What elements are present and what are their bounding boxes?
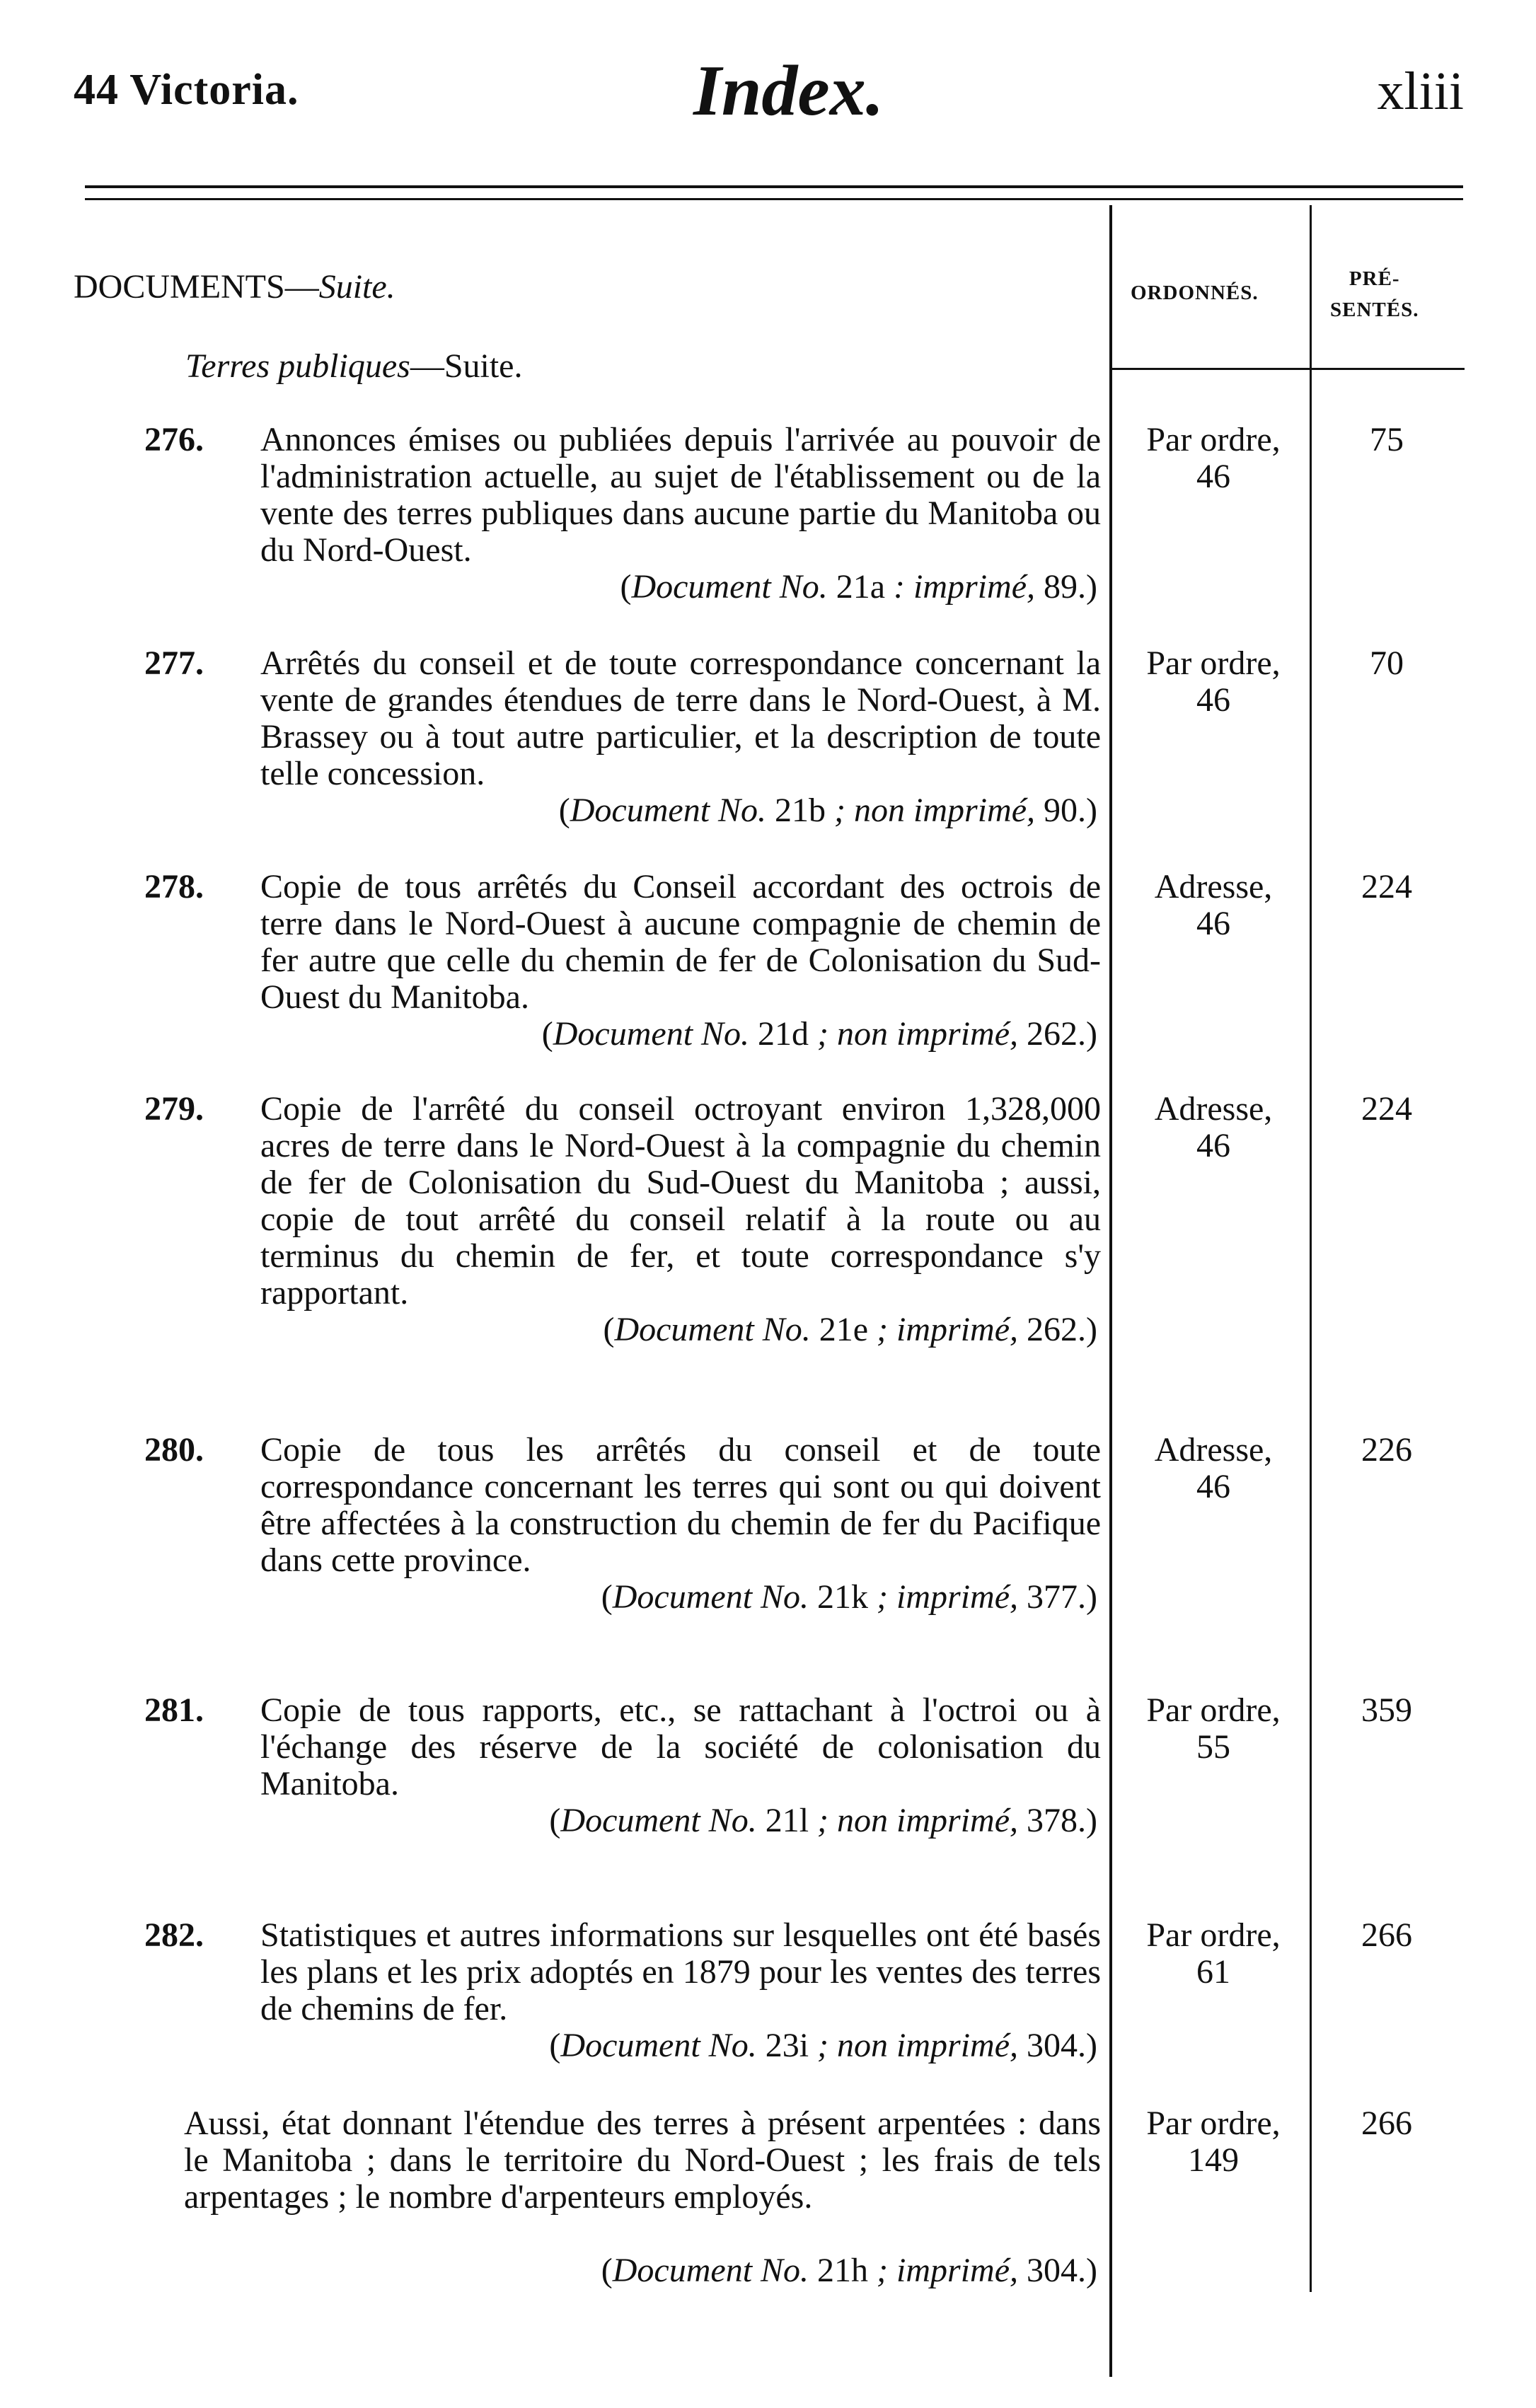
entry-presentes: 224: [1361, 1090, 1412, 1128]
ref-status: ; imprimé,: [877, 1578, 1019, 1616]
ref-paren: (: [558, 792, 570, 829]
ref-status: ; non imprimé,: [817, 2027, 1019, 2064]
ref-paren: (: [620, 568, 632, 606]
entry-ordonnes: [1125, 869, 1302, 942]
ref-document-number: 21d: [758, 1015, 809, 1053]
entry-ordonnes: [1125, 2105, 1302, 2179]
entry-presentes: 226: [1361, 1431, 1412, 1469]
section-title: DOCUMENTS—: [74, 268, 319, 306]
ordonnes-number: 61: [1196, 1953, 1230, 1991]
entry-document-reference: [601, 1579, 1097, 1616]
entry-ordonnes: [1125, 422, 1302, 495]
ordonnes-number: 55: [1196, 1728, 1230, 1766]
ref-document-number: 21b: [775, 792, 826, 829]
entry-description: Copie de tous les arrêtés du conseil et de toute correspondance concernant les terres qui sont ou qui doivent être affectées à la construction du chemin de fer du Pacifique dans cette province.: [260, 1431, 1101, 1579]
ordonnes-type: Adresse,: [1154, 1090, 1273, 1128]
entry-presentes: 266: [1361, 1916, 1412, 1954]
column-header-presentes: [1330, 263, 1419, 325]
entry-presentes: 70: [1370, 644, 1404, 682]
ref-paren: (: [549, 2027, 561, 2064]
ref-paren: (: [601, 2252, 613, 2289]
ref-status: ; imprimé,: [877, 1311, 1019, 1348]
entry-number: 281.: [144, 1691, 204, 1729]
ref-paren: (: [603, 1311, 615, 1348]
section-heading: [74, 267, 395, 306]
ref-page: 304.): [1027, 2027, 1097, 2064]
entry-document-reference: [549, 1802, 1097, 1839]
ref-document-number: 23i: [765, 2027, 809, 2064]
entry-document-reference: [559, 792, 1097, 829]
entry-document-reference: [603, 1312, 1097, 1348]
ref-paren: (: [601, 1578, 613, 1616]
ref-document-number: 21e: [819, 1311, 869, 1348]
ref-document-label: Document No.: [631, 568, 828, 606]
entry-document-reference: [620, 569, 1097, 606]
ref-status: ; non imprimé,: [817, 1802, 1019, 1839]
ordonnes-number: 46: [1196, 458, 1230, 495]
ref-page: 262.): [1027, 1311, 1097, 1348]
ref-status: ; non imprimé,: [817, 1015, 1019, 1053]
ordonnes-number: 46: [1196, 1468, 1230, 1505]
entry-ordonnes: [1125, 1692, 1302, 1766]
header-rule-top: [85, 185, 1463, 188]
entry-description: Statistiques et autres informations sur lesquelles ont été basés les plans et les prix adoptés en 1879 pour les ventes des terres de chemins de fer.: [260, 1916, 1101, 2027]
ref-document-number: 21h: [817, 2252, 869, 2289]
column-header-rule: [1112, 368, 1465, 370]
ref-document-number: 21a: [836, 568, 886, 606]
ordonnes-type: Par ordre,: [1146, 1916, 1281, 1954]
ref-page: 90.): [1044, 792, 1097, 829]
entry-description: Copie de tous arrêtés du Conseil accordant des octrois de terre dans le Nord-Ouest à aucune compagnie de chemin de fer autre que celle du chemin de fer de Colonisation du Sud-Ouest du Manitoba.: [260, 868, 1101, 1016]
page-title: Index.: [693, 51, 884, 131]
column-divider-left: [1109, 205, 1112, 2377]
ref-paren: (: [549, 1802, 561, 1839]
entry-number: 278.: [144, 868, 204, 905]
entry-number: 280.: [144, 1431, 204, 1469]
ref-page: 378.): [1027, 1802, 1097, 1839]
entry-description: Copie de l'arrêté du conseil octroyant environ 1,328,000 acres de terre dans le Nord-Ouest à la compagnie du chemin de fer de Colonisation du Sud-Ouest du Manitoba ; aussi, copie de tout arrêté du conseil relatif à la route ou au terminus du chemin de fer, et toute correspondance s'y rapportant.: [260, 1090, 1101, 1312]
ordonnes-number: 46: [1196, 1127, 1230, 1164]
ordonnes-number: 46: [1196, 905, 1230, 942]
subsection-heading: [185, 347, 522, 386]
entry-presentes: 266: [1361, 2105, 1412, 2142]
entry-description: Arrêtés du conseil et de toute correspondance concernant la vente de grandes étendues de terre dans le Nord-Ouest, à M. Brassey ou à tout autre particulier, et la description de toute telle concession.: [260, 644, 1101, 792]
ref-document-label: Document No.: [560, 1802, 757, 1839]
entry-description: Copie de tous rapports, etc., se rattachant à l'octroi ou à l'échange des réserve de la société de colonisation du Manitoba.: [260, 1691, 1101, 1802]
ref-document-label: Document No.: [614, 1311, 811, 1348]
entry-ordonnes: [1125, 1091, 1302, 1164]
ref-document-label: Document No.: [612, 1578, 809, 1616]
entry-ordonnes: [1125, 645, 1302, 719]
ref-document-label: Document No.: [570, 792, 767, 829]
ordonnes-type: Par ordre,: [1146, 421, 1281, 458]
ref-page: 89.): [1044, 568, 1097, 606]
page-number: xliii: [1377, 62, 1464, 121]
entry-number: 279.: [144, 1090, 204, 1128]
entry-presentes: 224: [1361, 868, 1412, 905]
ref-document-number: 21l: [765, 1802, 809, 1839]
ref-page: 262.): [1027, 1015, 1097, 1053]
section-title-suite: Suite.: [318, 268, 395, 306]
entry-number: 276.: [144, 421, 204, 458]
entry-ordonnes: [1125, 1432, 1302, 1505]
entry-description: Aussi, état donnant l'étendue des terres à présent arpentées : dans le Manitoba ; dans le territoire du Nord-Ouest ; les frais de tels arpentages ; le nombre d'arpenteurs employés.: [184, 2105, 1101, 2216]
entry-presentes: 359: [1361, 1691, 1412, 1729]
ref-document-label: Document No.: [612, 2252, 809, 2289]
column-header-ordonnes: ORDONNÉS.: [1131, 282, 1259, 304]
ref-status: : imprimé,: [894, 568, 1036, 606]
subsection-suite: —Suite.: [410, 347, 523, 385]
entry-document-reference: [549, 2027, 1097, 2064]
ref-page: 304.): [1027, 2252, 1097, 2289]
subsection-title: Terres publiques: [185, 347, 410, 385]
ordonnes-type: Adresse,: [1154, 868, 1273, 905]
entry-document-reference: [601, 2252, 1097, 2289]
ref-status: ; non imprimé,: [834, 792, 1036, 829]
entry-presentes: 75: [1370, 421, 1404, 458]
ref-page: 377.): [1027, 1578, 1097, 1616]
entry-description: Annonces émises ou publiées depuis l'arrivée au pouvoir de l'administration actuelle, au sujet de l'établissement ou de la vente des terres publiques dans aucune partie du Manitoba ou du Nord-Ouest.: [260, 421, 1101, 569]
ref-document-label: Document No.: [553, 1015, 750, 1053]
ref-status: ; imprimé,: [877, 2252, 1019, 2289]
column-header-presentes-line1: PRÉ-: [1349, 267, 1400, 290]
header-rule-bottom: [85, 198, 1463, 200]
header-volume: 44 Victoria.: [74, 66, 299, 114]
ref-paren: (: [541, 1015, 553, 1053]
ordonnes-type: Adresse,: [1154, 1431, 1273, 1469]
entry-number: 282.: [144, 1916, 204, 1954]
column-header-presentes-line2: SENTÉS.: [1330, 299, 1419, 321]
entry-number: 277.: [144, 644, 204, 682]
column-divider-right: [1310, 205, 1312, 2292]
ordonnes-type: Par ordre,: [1146, 1691, 1281, 1729]
ref-document-number: 21k: [817, 1578, 869, 1616]
ordonnes-type: Par ordre,: [1146, 2105, 1281, 2142]
ordonnes-number: 149: [1188, 2141, 1239, 2179]
ordonnes-type: Par ordre,: [1146, 644, 1281, 682]
ordonnes-number: 46: [1196, 681, 1230, 719]
ref-document-label: Document No.: [560, 2027, 757, 2064]
entry-document-reference: [542, 1016, 1097, 1053]
entry-ordonnes: [1125, 1917, 1302, 1991]
